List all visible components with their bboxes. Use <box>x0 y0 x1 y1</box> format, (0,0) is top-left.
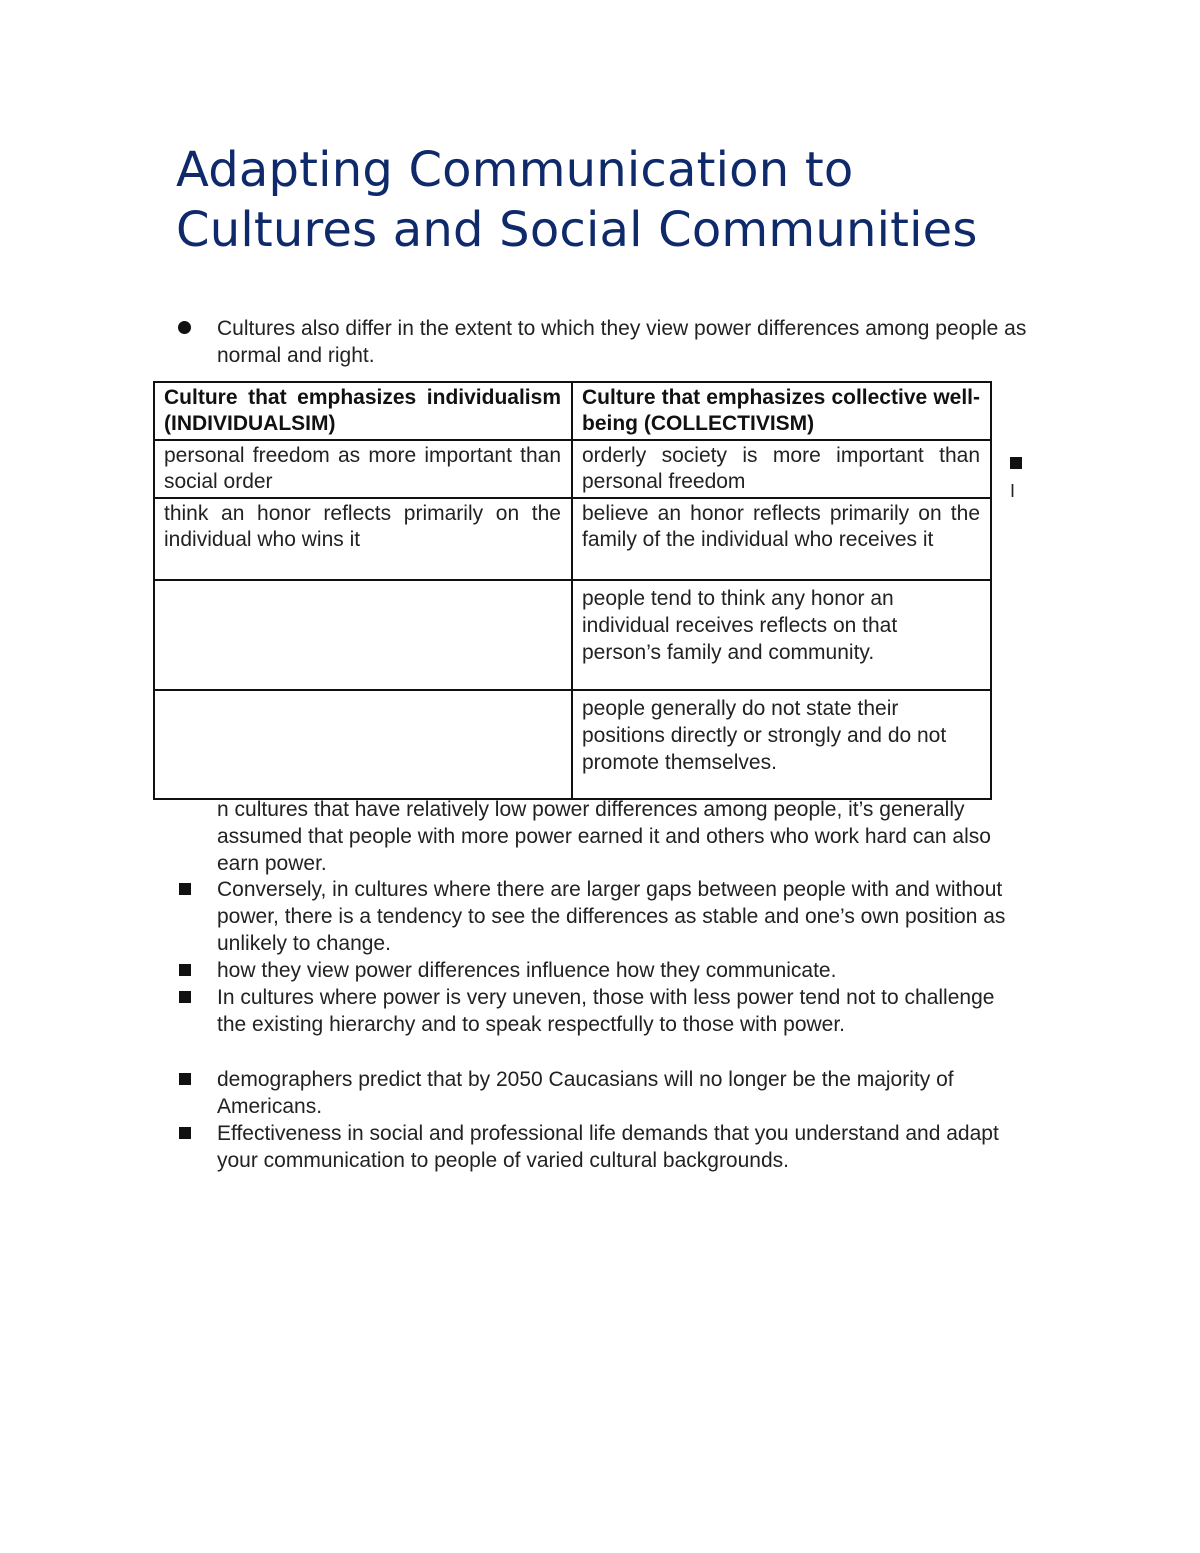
list-item: how they view power differences influence how they communicate. <box>217 959 837 982</box>
table-cell: orderly society is more important than personal freedom <box>572 440 991 498</box>
table-cell: think an honor reflects primarily on the individual who wins it <box>154 498 572 580</box>
table-row <box>154 580 991 690</box>
table-cell: personal freedom as more important than social order <box>154 440 572 498</box>
header-individualism: Culture that emphasizes individualism (INDIVIDUALSIM) <box>154 382 572 440</box>
title-line-1: Adapting Communication to <box>176 142 854 198</box>
square-bullet-icon <box>1010 457 1022 469</box>
square-bullet-icon <box>179 1127 191 1139</box>
table-cell-empty <box>154 580 572 690</box>
table-cell: people tend to think any honor an individual receives reflects on that person’s family and community. <box>572 580 991 690</box>
table-header-row <box>154 382 991 440</box>
table-row <box>154 690 991 799</box>
intro-bullet-text: Cultures also differ in the extent to which they view power differences among people as normal and right. <box>217 317 1027 367</box>
culture-comparison-table <box>153 381 992 800</box>
document-title <box>176 140 1076 260</box>
round-bullet-icon <box>178 321 191 334</box>
stray-letter: I <box>1010 481 1016 501</box>
table-cell: believe an honor reflects primarily on the family of the individual who receives it <box>572 498 991 580</box>
table-cell-empty <box>154 690 572 799</box>
list-item: In cultures where power is very uneven, those with less power tend not to challenge the existing hierarchy and to speak respectfully to those with power. <box>217 986 995 1036</box>
title-line-2: Cultures and Social Communities <box>176 202 978 258</box>
square-bullet-icon <box>179 883 191 895</box>
square-bullet-icon <box>179 1073 191 1085</box>
table-cell: people generally do not state their positions directly or strongly and do not promote themselves. <box>572 690 991 799</box>
list-item: demographers predict that by 2050 Caucasians will no longer be the majority of Americans. <box>217 1068 954 1118</box>
list-item: Effectiveness in social and professional life demands that you understand and adapt your communication to people of varied cultural backgrounds. <box>217 1122 999 1172</box>
table-row <box>154 498 991 580</box>
table-row <box>154 440 991 498</box>
square-bullet-icon <box>179 991 191 1003</box>
list-item: Conversely, in cultures where there are larger gaps between people with and without power, there is a tendency to see the differences as stable and one’s own position as unlikely to change. <box>217 878 1006 955</box>
square-bullet-icon <box>179 964 191 976</box>
continuation-text: n cultures that have relatively low power differences among people, it’s generally assumed that people with more power earned it and others who work hard can also earn power. <box>217 798 991 875</box>
header-collectivism: Culture that emphasizes collective well-being (COLLECTIVISM) <box>572 382 991 440</box>
